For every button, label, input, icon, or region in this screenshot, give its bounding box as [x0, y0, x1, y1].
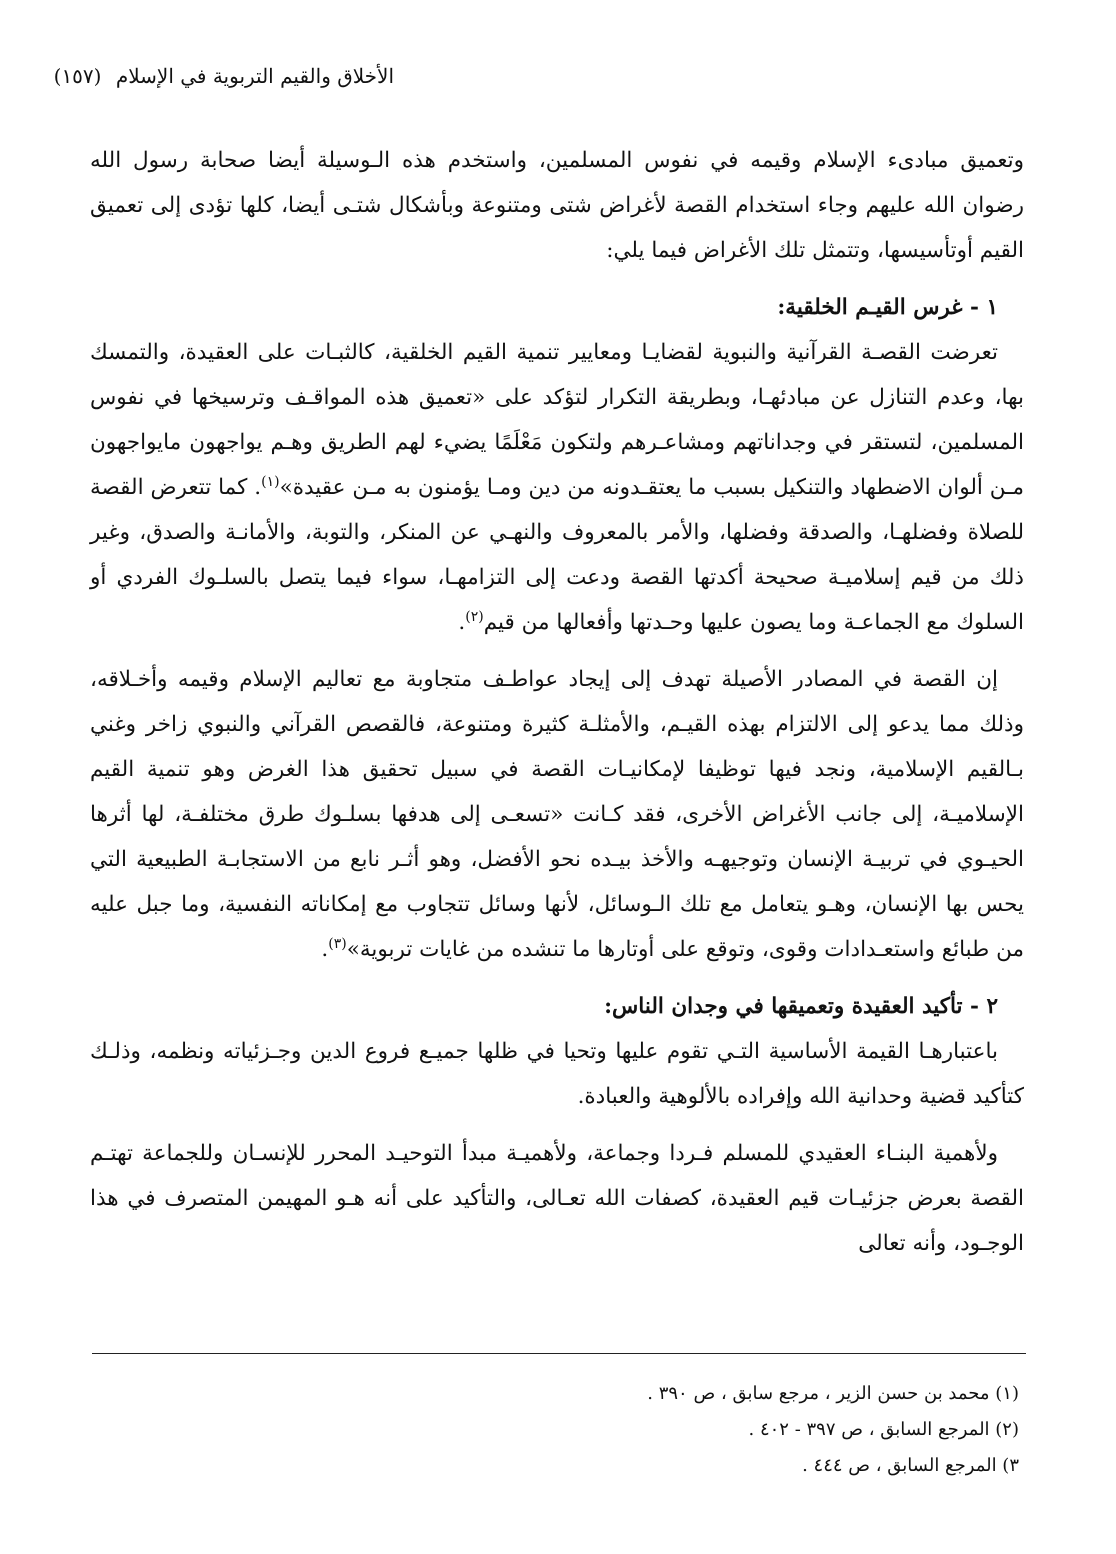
paragraph-text: تعرضت القصـة القرآنية والنبوية لقضايـا ومعايير تنمية القيم الخلقية، كالثبـات على العقيدة، والتمسك بها، وعدم التنازل عن مبادئهـا، وبطريقة التكرار لتؤكد على «تعميق هذه المواقـف وترسيخها في نفوس المسلمين، لتستقر في وجداناتهم ومشاعـرهم ولتكون مَعْلَمًا يضيء لهم الطريق وهـم يواجهون مايواجهون مـن ألوان الاضطهاد والتنكيل بسبب ما يعتقـدونه من دين ومـا يؤمنون به مـن عقيدة»: [90, 340, 1024, 500]
paragraph-text: إن القصة في المصادر الأصيلة تهدف إلى إيجاد عواطـف متجاوبة مع تعاليم الإسلام وقيمه وأخـلاقه، وذلك مما يدعو إلى الالتزام بهذه القيـم، والأمثلـة كثيرة ومتنوعة، فالقصص القرآني والنبوي زاخر وغني بـالقيم الإسلامية، ونجد فيها توظيفا لإمكانيـات القصة في سبيل تحقيق هذا الغرض وهو تنمية القيم الإسلاميـة، إلى جانب الأغراض الأخرى، فقد كـانت «تسعـى إلى هدفها بسلـوك طرق مختلفـة، لها أثرها الحيـوي في تربيـة الإنسان وتوجيهـه والأخذ بيـده نحو الأفضل، وهو أثـر نابع من الاستجابـة الطبيعية التي يحس بها الإنسان، وهـو يتعامل مع تلك الـوسائل، لأنها وسائل تتجاوب مع إمكاناته النفسية، وما جبل عليه من طبائع واستعـدادات وقوى، وتوقع على أوتارها ما تنشده من غايات تربوية»: [90, 667, 1024, 962]
header-title: الأخلاق والقيم التربوية في الإسلام: [115, 64, 394, 88]
paragraph-story-purpose: [90, 657, 1024, 972]
footnote-ref-1: (١): [261, 473, 280, 490]
running-header: [53, 62, 394, 90]
section-heading-creed: ٢ - تأكيد العقيدة وتعميقها في وجدان الناس:: [604, 994, 998, 1019]
paragraph-end: .: [321, 937, 329, 962]
paragraph-creed-importance: ولأهمية البنـاء العقيدي للمسلم فـردا وجماعة، ولأهميـة مبدأ التوحيـد المحرر للإنسـان وللجماعة تهتـم القصة بعرض جزئيـات قيم العقيدة، كصفات الله تعـالى، والتأكيد على أنه هـو المهيمن المتصرف في هذا الوجـود، وأنه تعالى: [90, 1141, 1024, 1256]
page-number: (١٥٧): [53, 64, 102, 88]
footnote-ref-2: (٢): [465, 608, 484, 625]
section-heading-moral-values: ١ - غرس القيـم الخلقية:: [777, 295, 998, 320]
footnote-divider: [92, 1353, 1026, 1354]
paragraph-text: . كما تتعرض القصة للصلاة وفضلهـا، والصدقة وفضلها، والأمر بالمعروف والنهـي عن المنكر، والتوبة، والأمانـة والصدق، وغير ذلك من قيم إسلاميـة صحيحة أكدتها القصة ودعت إلى التزامهـا، سواء فيما يتصل بالسلـوك الفردي أو السلوك مع الجماعـة وما يصون عليها وحـدتها وأفعالها من قيم: [90, 475, 1024, 635]
paragraph-creed: باعتبارهـا القيمة الأساسية التـي تقوم عليها وتحيا في ظلها جميـع فروع الدين وجـزئياته ونظمه، وذلـك كتأكيد قضية وحدانية الله وإفراده بالألوهية والعبادة.: [90, 1039, 1024, 1109]
footnote-2: (٢) المرجع السابق ، ص ٣٩٧ - ٤٠٢ .: [748, 1419, 1019, 1440]
footnote-ref-3: (٣): [328, 935, 347, 952]
body-text: [90, 138, 1024, 1266]
paragraph-moral-values: [90, 330, 1024, 645]
footnote-3: ٣) المرجع السابق ، ص ٤٤٤ .: [802, 1455, 1019, 1476]
footnote-1: (١) محمد بن حسن الزير ، مرجع سابق ، ص ٣٩٠ .: [647, 1383, 1019, 1404]
paragraph-end: .: [458, 610, 466, 635]
footnotes: [419, 1376, 1019, 1484]
paragraph-intro: وتعميق مبادىء الإسلام وقيمه في نفوس المسلمين، واستخدم هذه الـوسيلة أيضا صحابة رسول الله رضوان الله عليهم وجاء استخدام القصة لأغراض شتى ومتنوعة وبأشكال شتـى أيضا، كلها تؤدى إلى تعميق القيم أوتأسيسها، وتتمثل تلك الأغراض فيما يلي:: [90, 148, 1024, 263]
